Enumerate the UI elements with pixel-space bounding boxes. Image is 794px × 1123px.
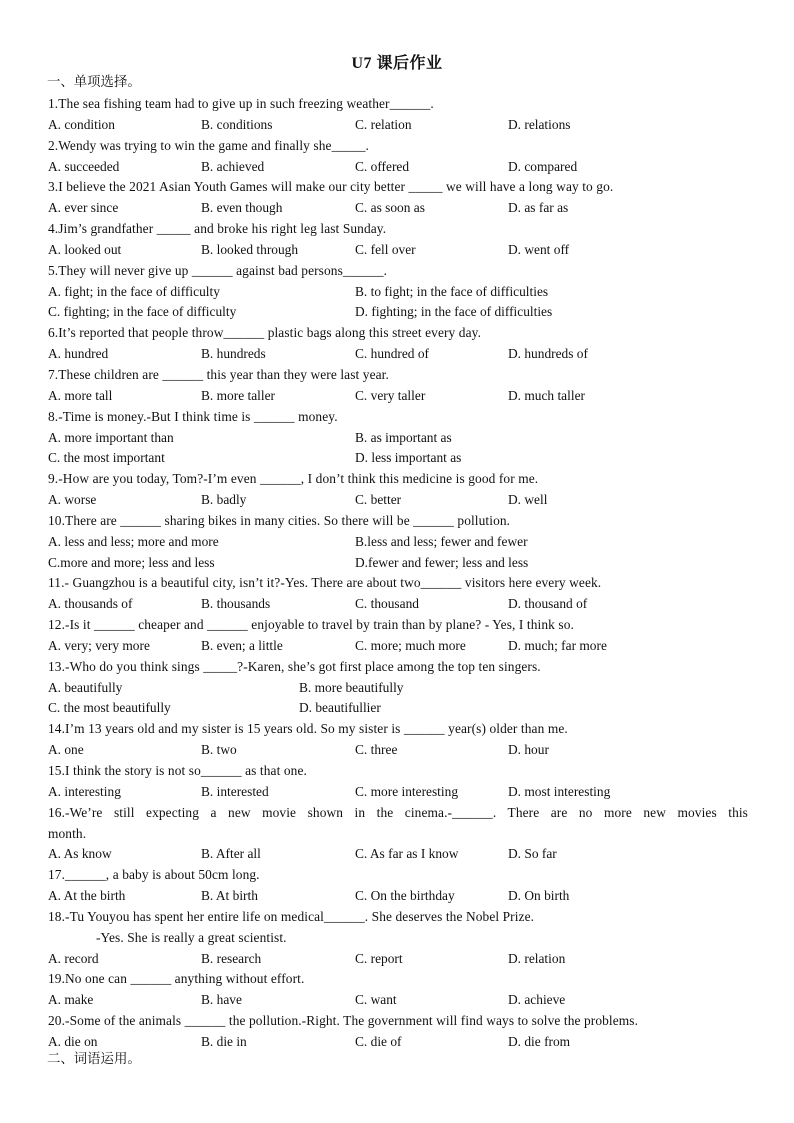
answer-option[interactable]: C. as soon as xyxy=(355,200,425,216)
question-item xyxy=(48,573,748,615)
options-row xyxy=(48,302,748,323)
question-item xyxy=(48,469,748,511)
answer-option[interactable]: C. As far as I know xyxy=(355,846,459,862)
answer-option[interactable]: B. looked through xyxy=(201,241,299,257)
question-text: 18.-Tu Youyou has spent her entire life on medical______. She deserves the Nobel Prize. xyxy=(48,908,535,924)
question-text: 10.There are ______ sharing bikes in many cities. So there will be ______ pollution. xyxy=(48,512,511,528)
question-item xyxy=(48,261,748,324)
options-row xyxy=(48,490,748,511)
answer-option[interactable]: B. die in xyxy=(201,1033,247,1049)
question-text: 4.Jim’s grandfather _____ and broke his right leg last Sunday. xyxy=(48,221,387,237)
question-text: 9.-How are you today, Tom?-I’m even ______, I don’t think this medicine is good for me. xyxy=(48,471,539,487)
answer-option[interactable]: A. record xyxy=(48,950,99,966)
answer-option[interactable]: C.more and more; less and less xyxy=(48,554,215,570)
question-text: 6.It’s reported that people throw______ plastic bags along this street every day. xyxy=(48,325,482,341)
answer-option[interactable]: A. more important than xyxy=(48,429,174,445)
answer-option[interactable]: D. beautifullier xyxy=(299,700,381,716)
options-row xyxy=(48,532,748,553)
options-row xyxy=(48,553,748,574)
options-row xyxy=(48,344,748,365)
question-item xyxy=(48,407,748,470)
question-item xyxy=(48,865,748,907)
answer-option[interactable]: B. hundreds xyxy=(201,346,266,362)
answer-option[interactable]: A. fight; in the face of difficulty xyxy=(48,283,220,299)
answer-option[interactable]: B. more beautifully xyxy=(299,679,404,695)
options-row xyxy=(48,740,748,761)
question-text: 17.______, a baby is about 50cm long. xyxy=(48,867,260,883)
options-row xyxy=(48,678,748,699)
answer-option[interactable]: A. interesting xyxy=(48,783,121,799)
options-row xyxy=(48,949,748,970)
answer-option[interactable]: D. went off xyxy=(508,241,570,257)
answer-option[interactable]: C. relation xyxy=(355,116,412,132)
question-text-continued: -Yes. She is really a great scientist. xyxy=(96,929,287,945)
answer-option[interactable]: D. much; far more xyxy=(508,637,607,653)
answer-option[interactable]: D. well xyxy=(508,492,548,508)
answer-option[interactable]: D. most interesting xyxy=(508,783,611,799)
answer-option[interactable]: B. interested xyxy=(201,783,269,799)
answer-option[interactable]: D. relations xyxy=(508,116,571,132)
answer-option[interactable]: A. ever since xyxy=(48,200,119,216)
answer-option[interactable]: B. conditions xyxy=(201,116,273,132)
answer-option[interactable]: B. two xyxy=(201,742,237,758)
answer-option[interactable]: D. achieve xyxy=(508,992,566,1008)
answer-option[interactable]: A. thousands of xyxy=(48,596,133,612)
answer-option[interactable]: C. report xyxy=(355,950,403,966)
answer-option[interactable]: B. more taller xyxy=(201,387,275,403)
answer-option[interactable]: D. compared xyxy=(508,158,578,174)
answer-option[interactable]: C. fighting; in the face of difficulty xyxy=(48,304,237,320)
question-item xyxy=(48,803,748,866)
question-item xyxy=(48,177,748,219)
answer-option[interactable]: B. research xyxy=(201,950,262,966)
answer-option[interactable]: C. On the birthday xyxy=(355,888,455,904)
answer-option[interactable]: A. At the birth xyxy=(48,888,126,904)
options-row xyxy=(48,198,748,219)
answer-option[interactable]: C. die of xyxy=(355,1033,402,1049)
answer-option[interactable]: D. On birth xyxy=(508,888,570,904)
answer-option[interactable]: B. even though xyxy=(201,200,283,216)
question-item xyxy=(48,719,748,761)
answer-option[interactable]: A. less and less; more and more xyxy=(48,533,219,549)
options-row xyxy=(48,115,748,136)
options-row xyxy=(48,448,748,469)
answer-option[interactable]: B. to fight; in the face of difficulties xyxy=(355,283,549,299)
question-item xyxy=(48,323,748,365)
question-text-continued: month. xyxy=(48,825,87,841)
answer-option[interactable]: D. fighting; in the face of difficulties xyxy=(355,304,553,320)
options-row xyxy=(48,844,748,865)
question-item xyxy=(48,969,748,1011)
options-row xyxy=(48,157,748,178)
answer-option[interactable]: A. very; very more xyxy=(48,637,150,653)
question-item xyxy=(48,615,748,657)
question-item xyxy=(48,511,748,574)
answer-option[interactable]: C. the most important xyxy=(48,450,165,466)
options-row xyxy=(48,886,748,907)
question-list xyxy=(48,94,748,1053)
answer-option[interactable]: C. better xyxy=(355,492,402,508)
answer-option[interactable]: A. beautifully xyxy=(48,679,123,695)
question-text: 13.-Who do you think sings _____?-Karen, she’s got first place among the top ten singers. xyxy=(48,658,541,674)
answer-option[interactable]: C. the most beautifully xyxy=(48,700,171,716)
options-row xyxy=(48,990,748,1011)
question-item xyxy=(48,907,748,970)
question-item xyxy=(48,1011,748,1053)
question-text: 5.They will never give up ______ against bad persons______. xyxy=(48,262,388,278)
options-row xyxy=(48,782,748,803)
options-row xyxy=(48,1032,748,1053)
question-item xyxy=(48,219,748,261)
question-text: 8.-Time is money.-But I think time is ______ money. xyxy=(48,408,338,424)
answer-option[interactable]: B.less and less; fewer and fewer xyxy=(355,533,528,549)
answer-option[interactable]: B. badly xyxy=(201,492,247,508)
options-row xyxy=(48,240,748,261)
question-item xyxy=(48,365,748,407)
question-item xyxy=(48,136,748,178)
question-item xyxy=(48,761,748,803)
answer-option[interactable]: A. die on xyxy=(48,1033,98,1049)
question-text: 12.-Is it ______ cheaper and ______ enjoyable to travel by train than by plane? - Yes, I think so. xyxy=(48,617,574,633)
question-item xyxy=(48,657,748,720)
answer-option[interactable]: B. thousands xyxy=(201,596,271,612)
question-text: 7.These children are ______ this year than they were last year. xyxy=(48,366,389,382)
question-text: 14.I’m 13 years old and my sister is 15 years old. So my sister is ______ year(s) older than me. xyxy=(48,721,568,737)
options-row xyxy=(48,282,748,303)
question-text: 16.-We’re still expecting a new movie shown in the cinema.-______. There are no more new movies this xyxy=(48,804,748,820)
answer-option[interactable]: A. succeeded xyxy=(48,158,120,174)
answer-option[interactable]: D. much taller xyxy=(508,387,585,403)
options-row xyxy=(48,636,748,657)
question-text: 15.I think the story is not so______ as that one. xyxy=(48,763,307,778)
answer-option[interactable]: C. more; much more xyxy=(355,637,466,653)
page-title: U7 课后作业 xyxy=(351,55,443,72)
question-text: 1.The sea fishing team had to give up in such freezing weather______. xyxy=(48,96,434,111)
options-row xyxy=(48,594,748,615)
section-heading-word-usage: 二、词语运用。 xyxy=(47,1052,141,1067)
options-row xyxy=(48,698,748,719)
question-text: 19.No one can ______ anything without effort. xyxy=(48,971,305,987)
answer-option[interactable]: B. have xyxy=(201,992,242,1008)
question-text: 20.-Some of the animals ______ the pollution.-Right. The government will find ways to solve the problems. xyxy=(48,1013,639,1029)
answer-option[interactable]: B. even; a little xyxy=(201,637,283,653)
answer-option[interactable]: C. thousand xyxy=(355,596,419,612)
answer-option[interactable]: D. thousand of xyxy=(508,596,588,612)
options-row xyxy=(48,428,748,449)
answer-option[interactable]: B. achieved xyxy=(201,158,265,174)
options-row xyxy=(48,386,748,407)
answer-option[interactable]: D. hundreds of xyxy=(508,346,588,362)
question-item xyxy=(48,94,748,136)
answer-option[interactable]: C. three xyxy=(355,742,398,758)
answer-option[interactable]: A. make xyxy=(48,992,94,1008)
answer-option[interactable]: A. As know xyxy=(48,846,112,862)
answer-option[interactable]: B. At birth xyxy=(201,888,258,904)
answer-option[interactable]: C. very taller xyxy=(355,387,426,403)
answer-option[interactable]: A. one xyxy=(48,742,84,758)
answer-option[interactable]: A. condition xyxy=(48,116,115,132)
answer-option[interactable]: A. hundred xyxy=(48,346,109,362)
answer-option[interactable]: B. as important as xyxy=(355,429,452,445)
answer-option[interactable]: D. as far as xyxy=(508,200,569,216)
answer-option[interactable]: A. worse xyxy=(48,492,97,508)
answer-option[interactable]: C. hundred of xyxy=(355,346,430,362)
answer-option[interactable]: C. offered xyxy=(355,158,410,174)
answer-option[interactable]: C. more interesting xyxy=(355,783,459,799)
answer-option[interactable]: D. die from xyxy=(508,1033,571,1049)
answer-option[interactable]: D. less important as xyxy=(355,450,462,466)
answer-option[interactable]: A. more tall xyxy=(48,387,113,403)
answer-option[interactable]: D. hour xyxy=(508,742,549,758)
question-text: 2.Wendy was trying to win the game and finally she_____. xyxy=(48,137,369,153)
answer-option[interactable]: D.fewer and fewer; less and less xyxy=(355,554,529,570)
answer-option[interactable]: C. want xyxy=(355,992,397,1008)
question-text: 3.I believe the 2021 Asian Youth Games will make our city better _____ we will have a long way to go. xyxy=(48,179,614,195)
answer-option[interactable]: B. After all xyxy=(201,846,261,862)
answer-option[interactable]: D. So far xyxy=(508,846,557,862)
answer-option[interactable]: D. relation xyxy=(508,950,566,966)
section-heading-multiple-choice: 一、单项选择。 xyxy=(47,75,141,90)
answer-option[interactable]: A. looked out xyxy=(48,241,122,257)
question-text: 11.- Guangzhou is a beautiful city, isn’t it?-Yes. There are about two______ visitors here every week. xyxy=(48,575,602,591)
answer-option[interactable]: C. fell over xyxy=(355,241,416,257)
